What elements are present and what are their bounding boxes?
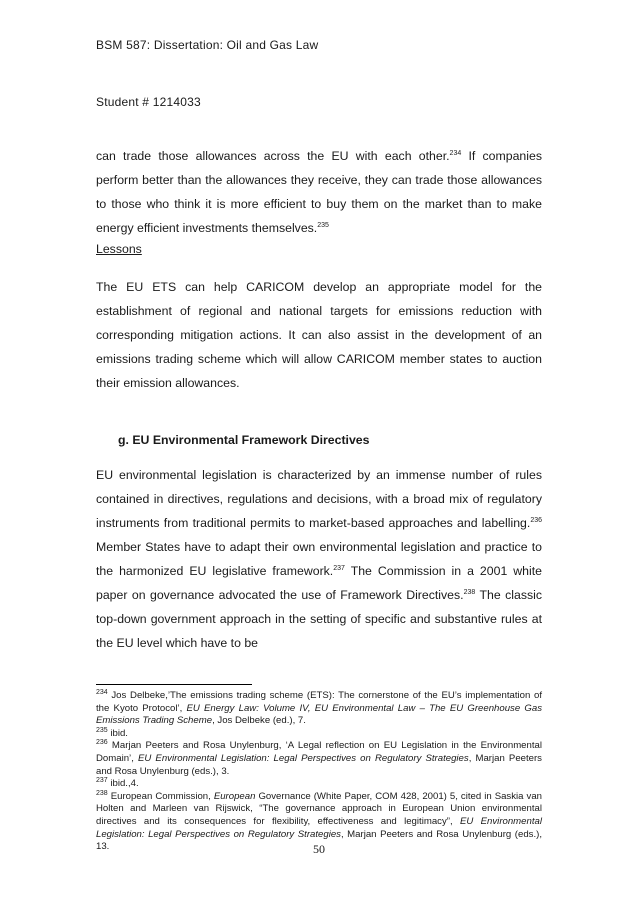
footnote-text: , Jos Delbeke (ed.), 7. [212, 715, 306, 727]
footnote-number: 234 [96, 688, 108, 696]
footnote-ref-236[interactable]: 236 [530, 516, 542, 524]
paragraph-text: EU environmental legislation is characterized by an immense number of rules contained in directives, regulations and decisions, with a broad mix of regulatory instruments from traditional permits to market-based approaches and labelling. [96, 468, 542, 530]
lessons-heading: Lessons [96, 242, 142, 256]
footnote-number: 238 [96, 789, 108, 797]
footnote-235 [96, 728, 542, 741]
footnote-ref-234[interactable]: 234 [449, 149, 462, 157]
paragraph-text: The EU ETS can help CARICOM develop an appropriate model for the establishment of regional and national targets for emissions reduction with corresponding mitigation actions. It can also assist in the development of an emissions trading scheme which will allow CARICOM member states to auction their emission allowances. [96, 280, 542, 390]
paragraph-framework-directives [96, 463, 542, 655]
footnote-text: Marjan Peeters and Rosa Unylenburg, ‘A Legal reflection on EU Legislation in the Environmental Domain’, [96, 740, 542, 764]
footnote-text: Jos Delbeke,’The emissions trading scheme (ETS): The cornerstone of the EU’s implementation of the Kyoto Protocol’, [96, 690, 542, 714]
paragraph-lessons [96, 275, 542, 395]
paragraph-allowances [96, 144, 542, 240]
footnote-title: European [213, 790, 256, 802]
footnote-title: EU Environmental Legislation: Legal Perspectives on Regulatory Strategies [137, 752, 469, 764]
paragraph-text: Member States have to adapt their own environmental legislation and practice to the harmonized EU legislative framework. [96, 540, 542, 578]
footnote-234 [96, 690, 542, 728]
paragraph-text: The classic top-down government approach in the setting of specific and substantive rules at the EU level which have to be [96, 588, 542, 650]
footnote-ref-238[interactable]: 238 [463, 588, 476, 596]
footnote-number: 237 [96, 776, 108, 784]
footnote-title: EU Environmental Legislation: Legal Perspectives on Regulatory Strategies [96, 815, 542, 840]
footnote-ref-235[interactable]: 235 [317, 221, 329, 229]
footnote-separator [96, 684, 252, 685]
running-header-student: Student # 1214033 [96, 95, 201, 109]
paragraph-text: The Commission in a 2001 white paper on governance advocated the use of Framework Directives. [96, 564, 542, 602]
footnote-237 [96, 778, 542, 791]
footnote-text: Governance (White Paper, COM 428, 2001) 5, cited in Saskia van Holten and Marleen van Rijswick, “The governance approach in European Union environmental directives and its consequences for flexibility, effectiveness and legitimacy”, [96, 790, 542, 827]
footnote-text: ibid.,4. [107, 778, 139, 790]
footnote-title: EU Energy Law: Volume IV, EU Environmental Law – The EU Greenhouse Gas Emissions Trading Scheme [96, 702, 542, 727]
footnote-text: , Marjan Peeters and Rosa Unylenburg (eds.), 3. [96, 752, 542, 777]
section-heading-framework-directives: g. EU Environmental Framework Directives [118, 433, 370, 447]
paragraph-text: If companies perform better than the allowances they receive, they can trade those allowances to those who think it is more efficient to buy them on the market than to make energy efficient investments themselves. [96, 149, 542, 235]
footnote-text: European Commission, [107, 790, 214, 802]
footnote-ref-237[interactable]: 237 [333, 564, 345, 572]
page-number: 50 [313, 842, 325, 856]
footnote-text: , Marjan Peeters and Rosa Unylenburg (eds.), 13. [96, 828, 542, 853]
footnote-text: ibid. [107, 727, 128, 739]
paragraph-text: can trade those allowances across the EU with each other. [96, 149, 450, 163]
footnotes [96, 690, 542, 854]
footnote-236 [96, 740, 542, 778]
running-header-course: BSM 587: Dissertation: Oil and Gas Law [96, 38, 319, 52]
footnote-number: 236 [96, 739, 108, 747]
footnote-number: 235 [96, 726, 108, 734]
